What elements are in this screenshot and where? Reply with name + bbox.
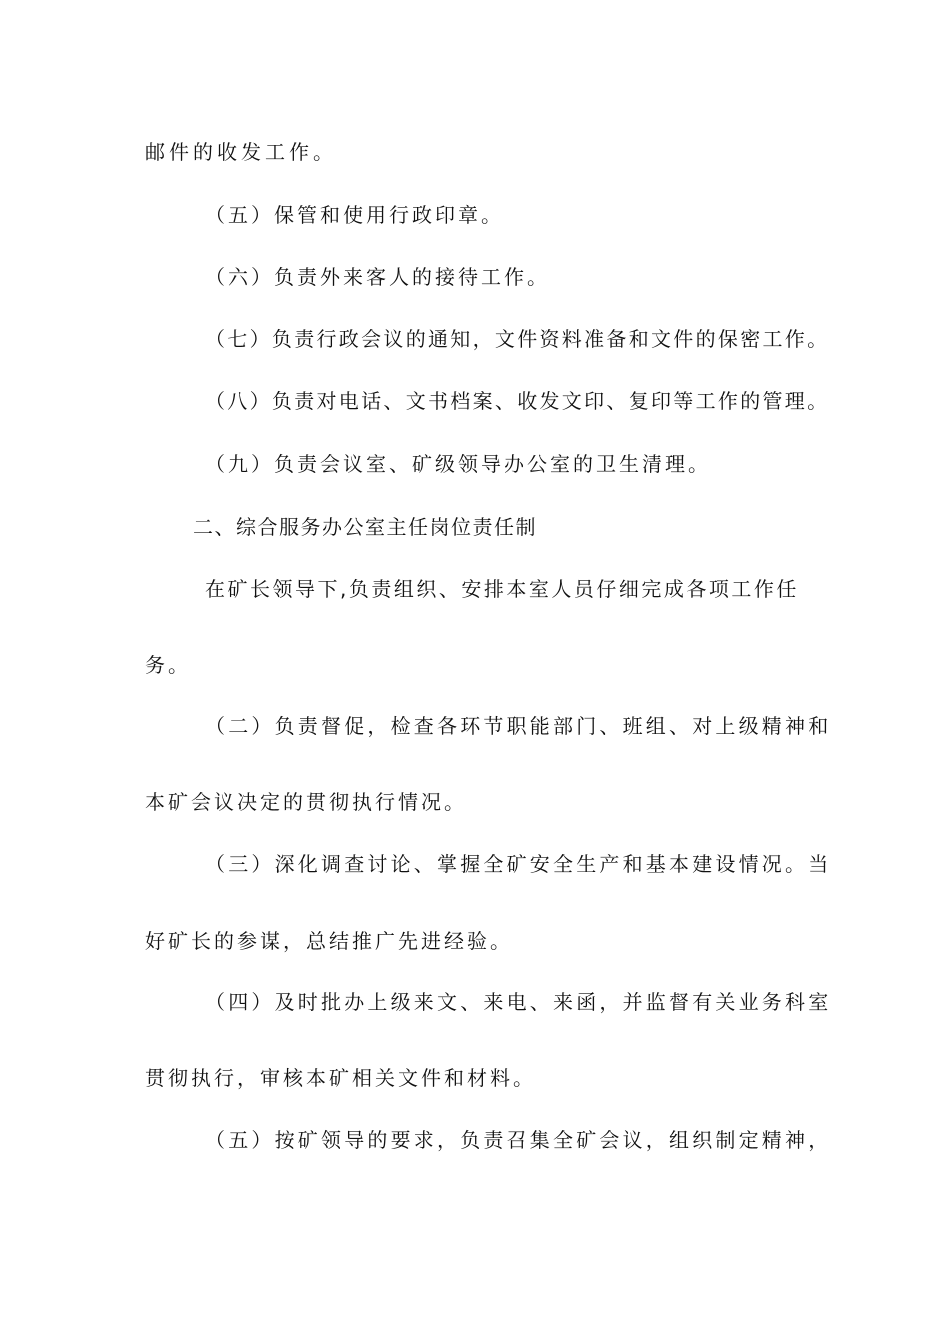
text-line: 务。	[145, 653, 191, 677]
text-line: （七）负责行政会议的通知，文件资料准备和文件的保密工作。	[205, 327, 830, 351]
text-line: （三）深化调查讨论、掌握全矿安全生产和基本建设情况。当	[205, 852, 832, 876]
text-line: （八）负责对电话、文书档案、收发文印、复印等工作的管理。	[205, 389, 830, 413]
text-line: （五）按矿领导的要求，负责召集全矿会议，组织制定精神，	[205, 1128, 832, 1152]
text-line: （六）负责外来客人的接待工作。	[205, 265, 550, 289]
text-line: 好矿长的参谋，总结推广先进经验。	[145, 929, 513, 953]
text-line: 在矿长领导下,负责组织、安排本室人员仔细完成各项工作任	[205, 577, 799, 601]
text-line: （二）负责督促，检查各环节职能部门、班组、对上级精神和	[205, 714, 832, 738]
text-line: （四）及时批办上级来文、来电、来函，并监督有关业务科室	[205, 990, 832, 1014]
text-line: 邮件的收发工作。	[145, 140, 337, 164]
text-line: 本矿会议决定的贯彻执行情况。	[145, 790, 467, 814]
section-heading: 二、综合服务办公室主任岗位责任制	[193, 515, 537, 539]
text-line: 贯彻执行，审核本矿相关文件和材料。	[145, 1066, 536, 1090]
text-line: （九）负责会议室、矿级领导办公室的卫生清理。	[205, 452, 711, 476]
text-line: （五）保管和使用行政印章。	[205, 203, 504, 227]
